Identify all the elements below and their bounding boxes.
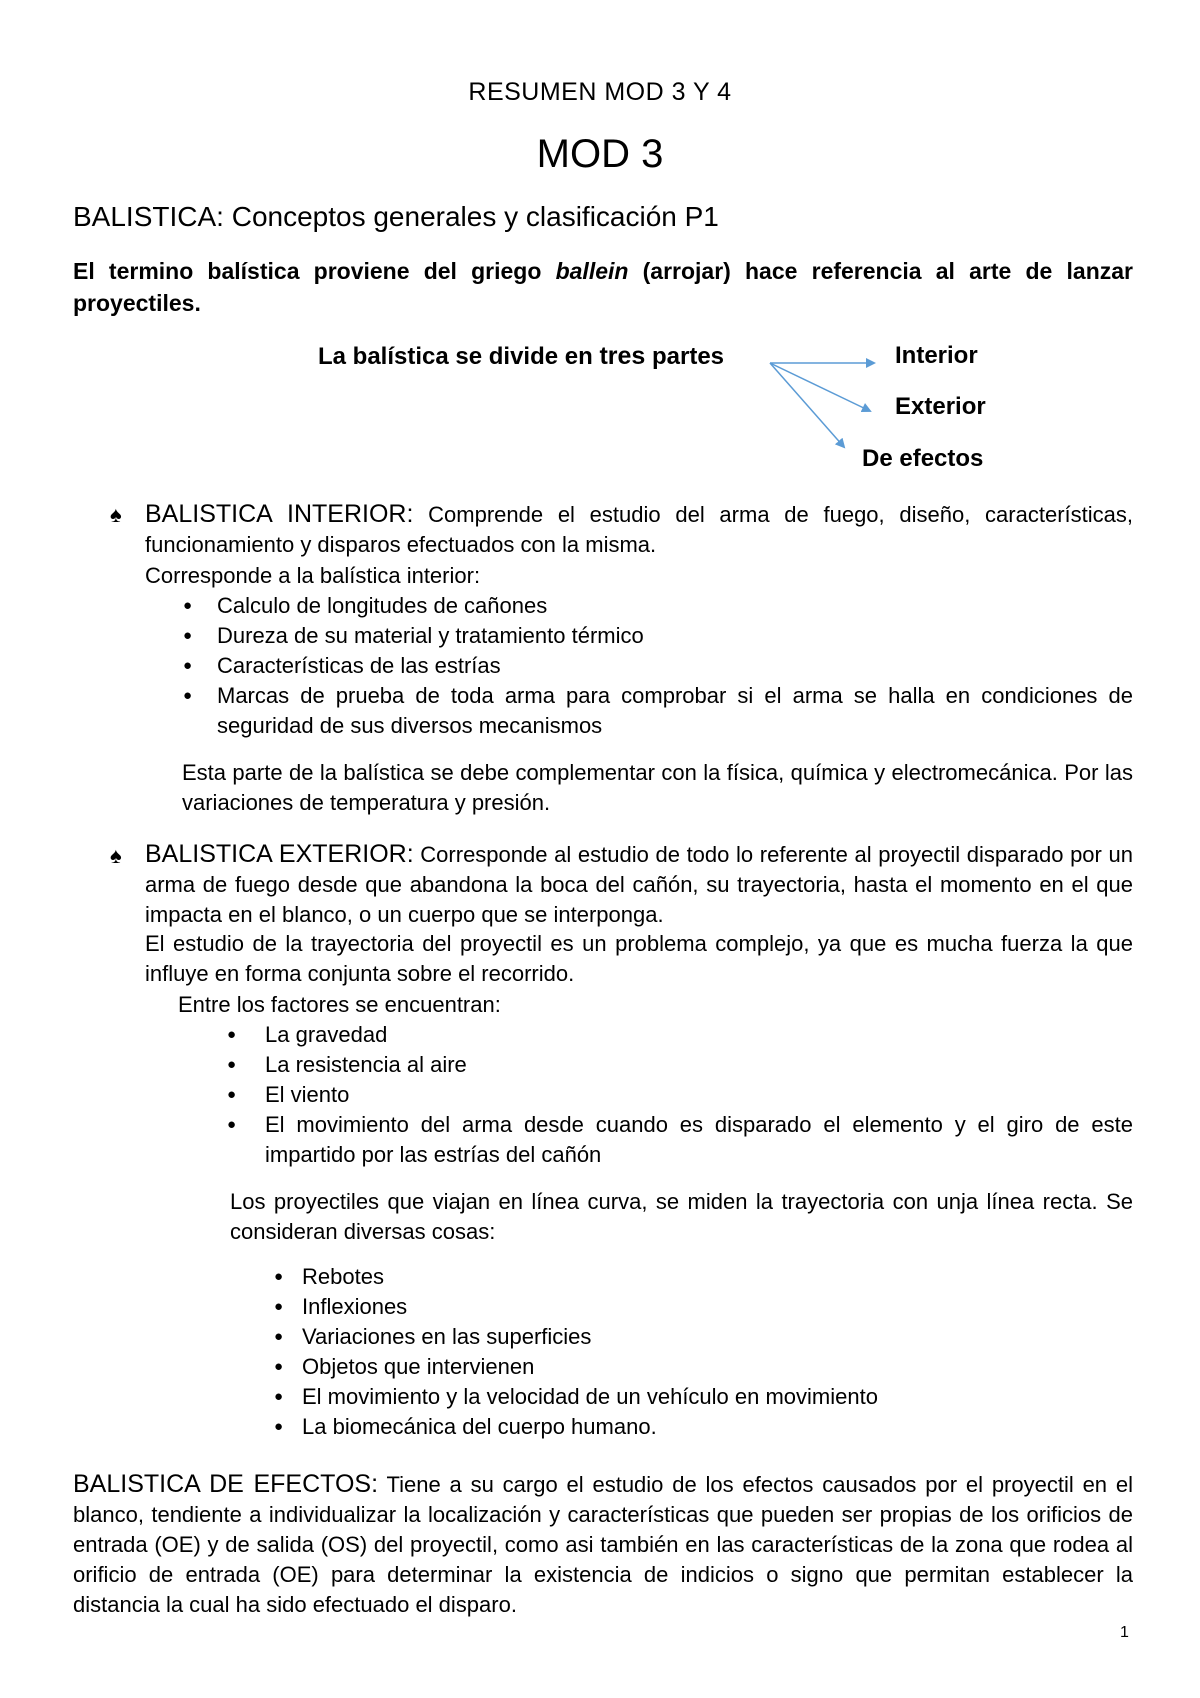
document-header: RESUMEN MOD 3 Y 4 — [468, 78, 732, 106]
interior-text: Comprende el estudio del arma de fuego, diseño, características, funcionamiento y disparos efectuados con la misma. — [145, 502, 1133, 557]
list-item: ● El movimiento y la velocidad de un vehículo en movimiento — [302, 1382, 1133, 1412]
exterior-note: Los proyectiles que viajan en línea curva, se miden la trayectoria con unja línea recta. Se consideran diversas cosas: — [230, 1189, 1133, 1244]
section-heading: BALISTICA: Conceptos generales y clasificación P1 — [73, 201, 719, 232]
considerations-list — [302, 1262, 1133, 1442]
efectos-paragraph — [73, 1469, 1133, 1620]
efectos-text: Tiene a su cargo el estudio de los efectos causados por el proyectil en el blanco, tendiente a individualizar la localización y características que pueden ser propias de los orificios de entrada (OE) y de salida (OS) del proyectil, como asi también en las características de la zona que rodea al orificio de entrada (OE) para determinar la existencia de indicios o signo que permitan establecer la distancia la cual ha sido efectuado el disparo. — [73, 1472, 1133, 1617]
branch-exterior: Exterior — [895, 393, 986, 420]
page-number: 1 — [1120, 1624, 1129, 1641]
spade-icon: ♠ — [110, 502, 122, 527]
list-item: ● Características de las estrías — [217, 651, 1133, 681]
list-item: ● El movimiento del arma desde cuando es disparado el elemento y el giro de este impartido por las estrías del cañón — [265, 1110, 1133, 1170]
list-item: ● La biomecánica del cuerpo humano. — [302, 1412, 1133, 1442]
list-item: ● El viento — [265, 1080, 1133, 1110]
interior-lead: Corresponde a la balística interior: — [145, 563, 481, 588]
intro-text-1: El termino balística proviene del griego — [73, 258, 556, 284]
exterior-lead: Entre los factores se encuentran: — [178, 992, 501, 1017]
exterior-text: Corresponde al estudio de todo lo referente al proyectil disparado por un arma de fuego desde que abandona la boca del cañón, su trayectoria, hasta el momento en el que impacta en el blanco, o un cuerpo que se interponga. — [145, 842, 1133, 927]
interior-list — [217, 591, 1133, 741]
branch-de-efectos: De efectos — [862, 445, 984, 472]
intro-text-2: (arrojar) hace referencia al arte de lanzar proyectiles. — [73, 258, 1133, 316]
list-item: ● Objetos que intervienen — [302, 1352, 1133, 1382]
list-item: ● Rebotes — [302, 1262, 1133, 1292]
division-tres: tres — [599, 342, 646, 370]
exterior-paragraph-2: El estudio de la trayectoria del proyectil es un problema complejo, ya que es mucha fuerza la que influye en forma conjunta sobre el recorrido. — [145, 931, 1133, 986]
interior-note: Esta parte de la balística se debe complementar con la física, química y electromecánica. Por las variaciones de temperatura y presión. — [182, 760, 1133, 815]
list-item: ● La resistencia al aire — [265, 1050, 1133, 1080]
division-sentence — [318, 342, 724, 371]
list-item: ● Calculo de longitudes de cañones — [217, 591, 1133, 621]
arrow-exterior — [770, 363, 870, 411]
exterior-paragraph — [145, 839, 1133, 930]
arrow-de-efectos — [770, 363, 844, 447]
efectos-title: BALISTICA DE EFECTOS: — [73, 1470, 379, 1498]
module-title: MOD 3 — [536, 132, 664, 176]
list-item: ● Inflexiones — [302, 1292, 1133, 1322]
interior-title: BALISTICA INTERIOR: — [145, 500, 414, 528]
factors-list — [265, 1020, 1133, 1170]
intro-term: ballein — [555, 258, 629, 284]
division-prefix: La balística se divide en — [318, 343, 600, 370]
list-item: ● Variaciones en las superficies — [302, 1322, 1133, 1352]
list-item: ● Dureza de su material y tratamiento térmico — [217, 621, 1133, 651]
exterior-title: BALISTICA EXTERIOR: — [145, 840, 414, 868]
division-suffix: partes — [645, 343, 725, 370]
branch-interior: Interior — [895, 342, 978, 369]
list-item: ● Marcas de prueba de toda arma para comprobar si el arma se halla en condiciones de seguridad de sus diversos mecanismos — [217, 681, 1133, 741]
intro-paragraph — [73, 255, 1133, 319]
list-item: ● La gravedad — [265, 1020, 1133, 1050]
spade-icon: ♠ — [110, 843, 122, 868]
interior-paragraph — [145, 499, 1133, 560]
